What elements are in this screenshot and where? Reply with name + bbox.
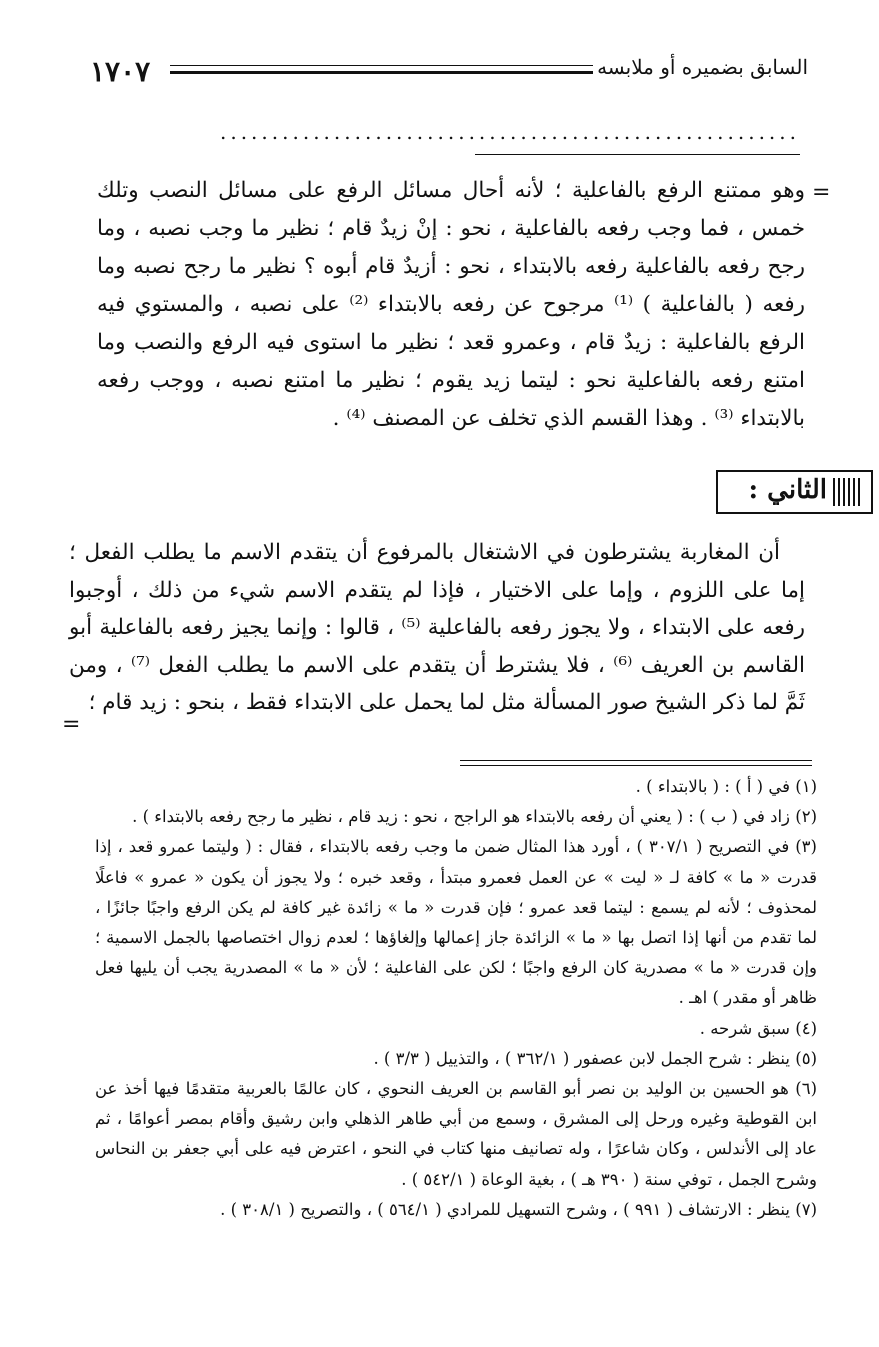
footnote-3: (٣) في التصريح ( ٣٠٧/١ ) ، أورد هذا المثال ضمن ما وجب رفعه بالابتداء ، فقال : ( وليتما عمرو قعد ، إذا قدرت « ما » كافة لـ « ليت » عن العمل فعمرو مبتدأ ، وقعد خبره ؛ ولا يجوز أن يكون « عمرو » فاعلًا لمحذوف ؛ لأنه لم يسمع : ليتما قعد عمرو ؛ فإن قدرت « ما » زائدة غير كافة لم يكن الرفع واجبًا جائزًا ، لما تقدم من أنها إذا اتصل بها « ما » الزائدة جاز إعمالها وإلغاؤها ؛ لعدم زوال اختصاصها بالجمل الاسمية ؛ وإن قدرت « ما » مصدرية كان الرفع واجبًا ؛ لكن على الفاعلية ؛ لأن « ما » المصدرية يجب أن يليها فعل ظاهر أو مقدر ) اهـ .: [95, 837, 817, 1008]
body-paragraph-2: [69, 534, 805, 722]
page-number: ١٧٠٧: [90, 55, 151, 88]
footnotes: [95, 772, 817, 1225]
footnote-1: (١) في ( أ ) : ( بالابتداء ) .: [635, 777, 817, 796]
page-header: [90, 55, 808, 95]
end-continuation-marker: =: [62, 712, 81, 737]
header-rule: [170, 65, 593, 74]
footnote-5: (٥) ينظر : شرح الجمل لابن عصفور ( ٣٦٢/١ ) ، والتذييل ( ٣/٣ ) .: [373, 1048, 817, 1068]
body-paragraph-1: وهو ممتنع الرفع بالفاعلية ؛ لأنه أحال مسائل الرفع على مسائل النصب وتلك خمس ، فما وجب رفعه بالفاعلية ، نحو : إنْ زيدٌ قام ؛ نظير ما وجب نصبه ، وما رجح رفعه بالفاعلية رفعه بالابتداء ، نحو : أزيدٌ قام أبوه ؟ نظير ما رجح نصبه وما رفعه ( بالفاعلية ) ⁽¹⁾ مرجوح عن رفعه بالابتداء ⁽²⁾ على نصبه ، والمستوي فيه الرفع بالفاعلية : زيدٌ قام ، وعمرو قعد ؛ نظير ما استوى فيه الرفع والنصب وما امتنع رفعه بالفاعلية نحو : ليتما زيد يقوم ؛ نظير ما امتنع نصبه ، ووجب رفعه بالابتداء ⁽³⁾ . وهذا القسم الذي تخلف عن المصنف ⁽⁴⁾ .: [97, 178, 805, 431]
dots-rule: [475, 154, 800, 155]
section-hatch-ornament: [833, 478, 863, 506]
footnote-7: (٧) ينظر : الارتشاف ( ٩٩١ ) ، وشرح التسهيل للمرادي ( ٥٦٤/١ ) ، والتصريح ( ٣٠٨/١ ) .: [220, 1199, 817, 1219]
footnote-2: (٢) زاد في ( ب ) : ( يعني أن رفعه بالابتداء هو الراجح ، نحو : زيد قام ، نظير ما رجح رفعه بالابتداء ) .: [132, 807, 817, 827]
body-paragraph-2-text: أن المغاربة يشترطون في الاشتغال بالمرفوع أن يتقدم الاسم ما يطلب الفعل ؛ إما على اللزوم ، وإما على الاختيار ، فإذا لم يتقدم الاسم شيء من ذلك ، أوجبوا رفعه على الابتداء ، ولا يجوز رفعه بالفاعلية ⁽⁵⁾ ، قالوا : وإنما يجيز رفعه بالفاعلية أبو القاسم بن العريف ⁽⁶⁾ ، فلا يشترط أن يتقدم على الاسم ما يطلب الفعل ⁽⁷⁾ ، ومن ثَمَّ لما ذكر الشيخ صور المسألة مثل لما يحمل على الابتداء فقط ، بنحو : زيد قام ؛: [69, 540, 805, 715]
ellipsis-line: ........................................................: [219, 120, 800, 144]
section-title: الثاني :: [748, 475, 827, 505]
running-title: السابق بضميره أو ملابسه: [597, 55, 808, 79]
footnote-6: (٦) هو الحسين بن الوليد بن نصر أبو القاسم بن العريف النحوي ، كان عالمًا بالعربية متقدمًا فيها أخذ عن ابن القوطية وغيره ورحل إلى المشرق ، وسمع من أبي طاهر الذهلي وابن رشيق وأقام بمصر أعوامًا ، ثم عاد إلى الأندلس ، وكان شاعرًا ، وله تصانيف منها كتاب في النحو ، اعترض فيه على أبي جعفر بن النحاس وشرح الجمل ، توفي سنة ( ٣٩٠ هـ ) ، بغية الوعاة ( ٥٤٢/١ ) .: [95, 1079, 817, 1189]
footnote-separator: [460, 760, 812, 766]
footnote-4: (٤) سبق شرحه .: [699, 1018, 817, 1038]
continuation-marker: =: [812, 180, 831, 205]
section-heading-box: [716, 470, 873, 514]
